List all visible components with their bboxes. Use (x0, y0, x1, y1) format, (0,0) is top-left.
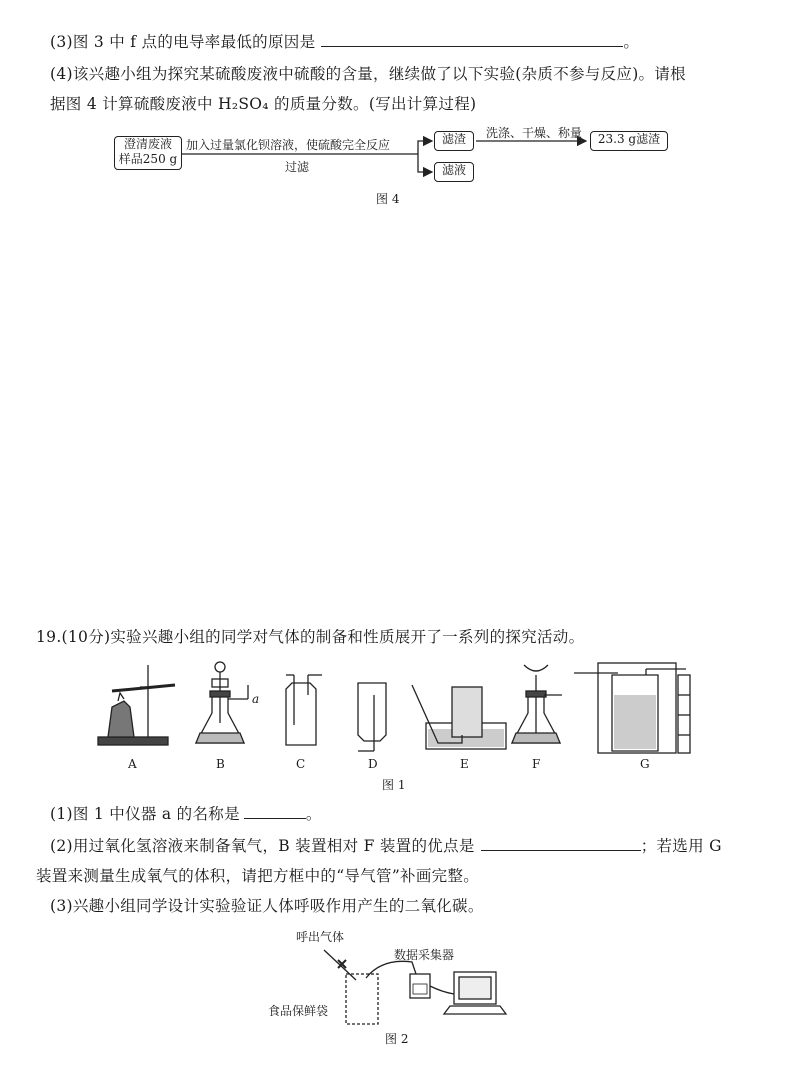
q19-part1 (50, 802, 322, 824)
label-d: D (368, 757, 378, 771)
label-g: G (640, 757, 650, 771)
sample-box-line2: 样品250 g (118, 152, 178, 166)
apparatus-f (512, 665, 562, 743)
residue-box: 滤渣 (434, 131, 474, 151)
q19-part2 (50, 834, 722, 856)
figure-1-apparatus (90, 655, 710, 770)
apparatus-g (574, 663, 690, 753)
label-e: E (460, 757, 469, 771)
q18-part3-answer-blank[interactable] (321, 32, 623, 47)
figure-4-flowchart (110, 128, 690, 188)
q19-part2-line2: 装置来测量生成氧气的体积，请把方框中的“导气管”补画完整。 (36, 867, 480, 885)
arrow-label-top: 加入过量氯化钡溶液，使硫酸完全反应 (186, 138, 391, 152)
label-b: B (216, 757, 225, 771)
wash-label: 洗涤、干燥、称量 (486, 126, 583, 140)
exhaled-gas-label: 呼出气体 (296, 930, 345, 944)
label-f: F (532, 757, 541, 771)
q18-part4-line2: 据图 4 计算硫酸废液中 H₂SO₄ 的质量分数。(写出计算过程) (50, 95, 477, 113)
q18-part3-end: 。 (623, 33, 640, 51)
apparatus-e (412, 685, 506, 749)
figure-2-caption: 图 2 (385, 1032, 409, 1046)
figure-1-drawing (90, 655, 710, 770)
apparatus-b (196, 662, 248, 743)
filtrate-box: 滤液 (434, 162, 474, 182)
apparatus-a (98, 665, 175, 745)
figure-2-setup (262, 922, 542, 1032)
q19-part1-answer-blank[interactable] (244, 804, 306, 819)
q19-part3: (3)兴趣小组同学设计实验验证人体呼吸作用产生的二氧化碳。 (50, 897, 484, 915)
figure-4-caption: 图 4 (376, 192, 400, 206)
result-box: 23.3 g滤渣 (590, 131, 668, 151)
q18-part3 (50, 30, 639, 52)
data-collector-label: 数据采集器 (394, 948, 455, 962)
q19-part1-text: (1)图 1 中仪器 a 的名称是 (50, 805, 240, 823)
instrument-a-label: a (252, 692, 260, 706)
figure-1-caption: 图 1 (382, 778, 406, 792)
label-c: C (296, 757, 306, 771)
q18-part3-text: (3)图 3 中 f 点的电导率最低的原因是 (50, 33, 316, 51)
sample-box-line1: 澄清废液 (123, 137, 172, 151)
apparatus-c (286, 675, 322, 745)
apparatus-d (358, 683, 386, 751)
sample-box (114, 136, 182, 170)
q19-part1-end: 。 (305, 805, 322, 823)
arrow-label-bottom: 过滤 (285, 160, 310, 174)
label-a: A (128, 757, 137, 771)
food-bag-label: 食品保鲜袋 (268, 1004, 329, 1018)
q19-intro: 19.(10分)实验兴趣小组的同学对气体的制备和性质展开了一系列的探究活动。 (36, 628, 585, 646)
q19-part2-answer-blank[interactable] (481, 836, 641, 851)
q19-part2-tail: ；若选用 G (640, 837, 722, 855)
q18-part4-line1: (4)该兴趣小组为探究某硫酸废液中硫酸的含量，继续做了以下实验(杂质不参与反应)。请根 (50, 65, 686, 83)
q19-part2-text: (2)用过氧化氢溶液来制备氧气，B 装置相对 F 装置的优点是 (50, 837, 475, 855)
